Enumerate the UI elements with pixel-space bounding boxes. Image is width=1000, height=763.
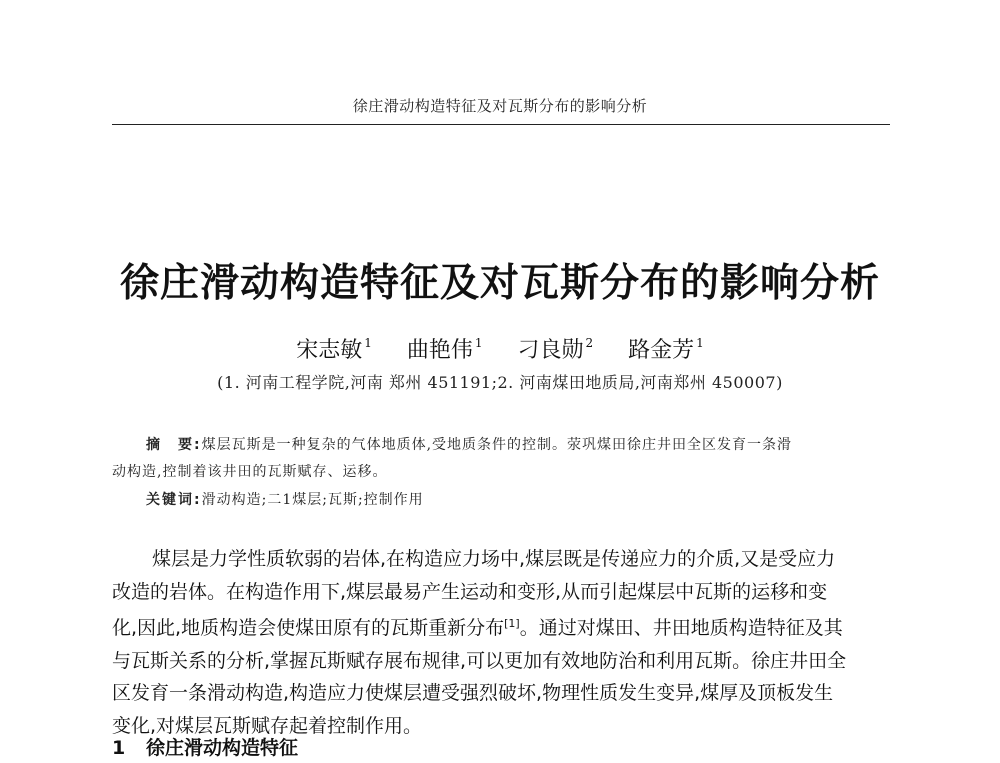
body-line: 煤层是力学性质软弱的岩体,在构造应力场中,煤层既是传递应力的介质,又是受应力 [152,548,836,570]
author [296,333,372,364]
author-affiliation-mark: 2 [585,336,594,350]
section-title: 徐庄滑动构造特征 [146,737,299,759]
body-text-segment: 。通过对煤田、井田地质构造特征及其 [519,617,843,639]
section-number: 1 [112,737,126,759]
section-heading [112,733,612,760]
author-affiliation-mark: 1 [696,336,704,350]
body-line: 变化,对煤层瓦斯赋存起着控制作用。 [112,714,423,737]
author-affiliation-mark: 1 [474,336,483,350]
keywords-label: 关键词: [146,492,202,508]
author-name: 刁良勋 [517,338,584,363]
author-list [0,333,1000,364]
body-text-segment: 化,因此,地质构造会使煤田原有的瓦斯重新分布 [112,617,505,639]
abstract-text: 煤层瓦斯是一种复杂的气体地质体,受地质条件的控制。荥巩煤田徐庄井田全区发育一条滑 [201,437,793,453]
keywords-text: 滑动构造;二1煤层;瓦斯;控制作用 [201,492,424,508]
author-name: 宋志敏 [296,338,363,363]
running-header: 徐庄滑动构造特征及对瓦斯分布的影响分析 [352,97,648,115]
affiliations: (1. 河南工程学院,河南 郑州 451191;2. 河南煤田地质局,河南郑州 450007) [217,373,783,392]
author-name: 曲艳伟 [406,338,473,363]
body-line: 改造的岩体。在构造作用下,煤层最易产生运动和变形,从而引起煤层中瓦斯的运移和变 [112,580,828,603]
abstract-label: 摘 要: [146,437,202,453]
author [518,333,594,364]
body-line: 与瓦斯关系的分析,掌握瓦斯赋存展布规律,可以更加有效地防治和利用瓦斯。徐庄井田全 [112,649,847,672]
author-name: 路金芳 [628,338,695,363]
paper-title: 徐庄滑动构造特征及对瓦斯分布的影响分析 [119,261,880,306]
citation-ref: [1] [504,617,520,630]
body-line: 区发育一条滑动构造,构造应力使煤层遭受强烈破坏,物理性质发生变异,煤厚及顶板发生 [112,682,834,704]
keywords [146,489,890,509]
author [628,333,704,364]
body-line [112,608,890,645]
abstract-line [112,432,890,459]
header-rule [112,124,890,125]
abstract [112,432,890,486]
body-paragraph [112,543,890,742]
abstract-line: 动构造,控制着该井田的瓦斯赋存、运移。 [112,464,388,480]
author [407,333,483,364]
author-affiliation-mark: 1 [364,336,372,350]
